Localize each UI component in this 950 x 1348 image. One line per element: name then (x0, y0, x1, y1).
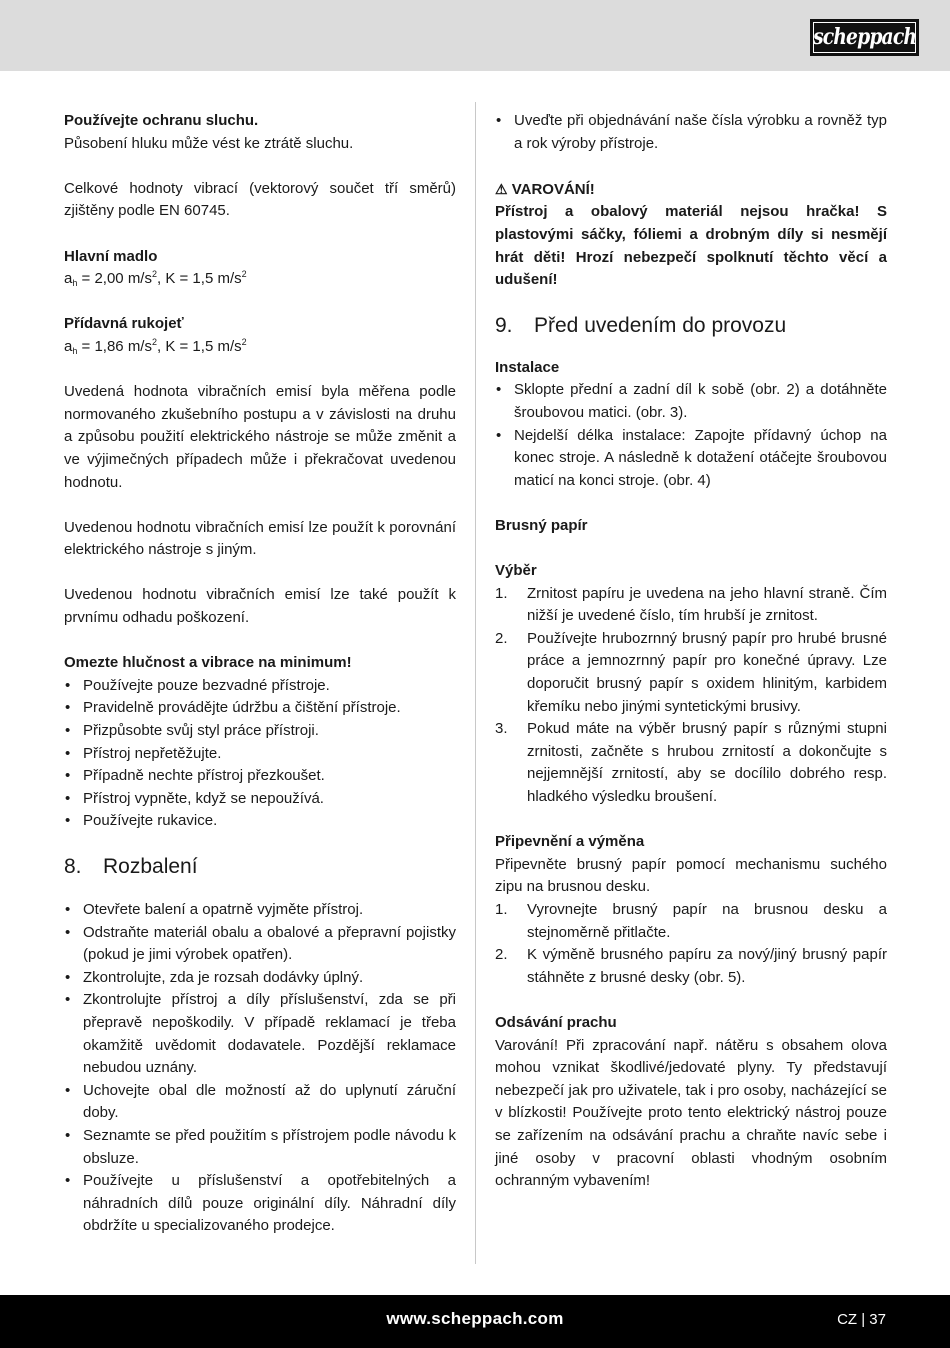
minimize-title: Omezte hlučnost a vibrace na minimum! (64, 654, 352, 672)
warning-text: Přístroj a obalový materiál nejsou hračka! S plastovými sáčky, fóliemi a drobným díly si nesmějí hrát děti! Hrozí nebezpečí spolknutí těchto věcí a udušení! (495, 203, 887, 289)
sandpaper-title: Brusný papír (495, 516, 588, 534)
dust-title: Odsávání prachu (495, 1013, 617, 1031)
list-item: • Přístroj vypněte, když se nepoužívá. (64, 788, 456, 811)
main-handle-title: Hlavní madlo (64, 247, 158, 265)
logo-text: scheppach (812, 24, 917, 51)
list-item: • Odstraňte materiál obalu a obalové a přepravní pojistky (pokud je jimi výrobek opatřen). (64, 922, 456, 967)
section-title: Rozbalení (103, 855, 198, 878)
section-number: 9. (495, 313, 513, 337)
list-item: • Používejte pouze bezvadné přístroje. (64, 675, 456, 698)
section-8-heading (64, 853, 456, 881)
scheppach-logo (810, 19, 919, 56)
warning-icon: ⚠ (495, 180, 508, 197)
list-item: • Přístroj nepřetěžujte. (64, 743, 456, 766)
list-item: • Pravidelně provádějte údržbu a čištění přístroje. (64, 697, 456, 720)
page-header (0, 0, 950, 71)
list-item: • Používejte u příslušenství a opotřebitelných a náhradních dílů pouze originální díly. Náhradní díly obdržíte u specializovaného prodejce. (64, 1170, 456, 1238)
aux-handle-title: Přídavná rukojeť (64, 315, 184, 333)
dust-text: Varování! Při zpracování např. nátěru s obsahem olova mohou vznikat škodlivé/jedovaté plyny. Ty představují nebezpečí jak pro uživatele, tak i pro osoby, nacházející se v blízkosti! Používejte proto tento elektrický nástroj pouze se zařízením na odsávání prachu a chraňte navíc sebe i jiné osoby v pracovní oblasti vhodným osobním ochranným vybavením! (495, 1036, 887, 1190)
right-column (495, 110, 887, 1193)
hearing-title: Používejte ochranu sluchu. (64, 112, 259, 129)
list-item: 1. Zrnitost papíru je uvedena na jeho hlavní straně. Čím nižší je uvedené číslo, tím hrubší je zrnitost. (495, 584, 887, 625)
list-item: • Otevřete balení a opatrně vyjměte přístroj. (64, 899, 456, 922)
unpack-list (64, 899, 456, 1238)
install-title: Instalace (495, 358, 560, 376)
list-item: 1. Vyrovnejte brusný papír na brusnou desku a stejnoměrně přitlačte. (495, 901, 887, 941)
attach-text: Připevněte brusný papír pomocí mechanismu suchého zipu na brusnou desku. (495, 855, 887, 896)
left-column (64, 110, 456, 1238)
list-item: 2. Používejte hrubozrnný brusný papír pro hrubé brusné práce a jemnozrnný papír pro konečné úpravy. Lze doporučit brusný papír s oxidem hlinitým, karbidem křemíku nebo jinými syntetickými brusivy. (495, 629, 887, 715)
list-item: • Případně nechte přístroj přezkoušet. (64, 765, 456, 788)
install-list (495, 379, 887, 492)
list-item: • Přizpůsobte svůj styl práce přístroji. (64, 720, 456, 743)
list-item: • Sklopte přední a zadní díl k sobě (obr. 2) a dotáhněte šroubovou matici. (obr. 3). (495, 379, 887, 424)
list-item: • Uveďte při objednávání naše čísla výrobku a rovněž typ a rok výroby přístroje. (495, 110, 887, 155)
minimize-list (64, 675, 456, 833)
list-item: • Uchovejte obal dle možností až do uplynutí záruční doby. (64, 1080, 456, 1125)
list-item: • Seznamte se před použitím s přístrojem podle návodu k obsluze. (64, 1125, 456, 1170)
vibration-paragraph-2: Uvedenou hodnotu vibračních emisí lze použít k porovnání elektrického nástroje s jiným. (64, 518, 456, 559)
attach-title: Připevnění a výměna (495, 833, 645, 851)
choice-list (495, 583, 887, 809)
warning-heading (495, 178, 887, 202)
list-item: • Nejdelší délka instalace: Zapojte přídavný úchop na konec stroje. A následně k dotažení otáčejte šroubovou maticí na konci stroje. (obr. 4) (495, 425, 887, 493)
list-item: • Používejte rukavice. (64, 810, 456, 833)
vibration-intro: Celkové hodnoty vibrací (vektorový součet tří směrů) zjištěny podle EN 60745. (64, 179, 456, 220)
section-number: 8. (64, 855, 82, 878)
page-number: CZ | 37 (837, 1311, 886, 1328)
aux-handle-value: $a_h = 1,86$ $m/s^2$, K = 1,5 $m/s^2$ (64, 336, 247, 356)
column-divider (475, 102, 476, 1264)
choice-title: Výběr (495, 562, 537, 580)
website-link[interactable]: www.scheppach.com (386, 1309, 564, 1328)
attach-list (495, 899, 887, 989)
page-footer (0, 1295, 950, 1348)
warning-title: VAROVÁNÍ! (511, 180, 595, 198)
list-item: • Zkontrolujte, zda je rozsah dodávky úplný. (64, 967, 456, 990)
section-title: Před uvedením do provozu (534, 313, 787, 337)
list-item: 3. Pokud máte na výběr brusný papír s různými stupni zrnitosti, začněte s hrubou zrnitostí a dokončujte s nejjemnější zrnitostí, aby se docílilo dobrého resp. hladkého výsledku broušení. (495, 720, 887, 806)
vibration-paragraph-3: Uvedenou hodnotu vibračních emisí lze také použít k prvnímu odhadu poškození. (64, 586, 456, 627)
section-9-heading (495, 312, 887, 340)
list-item: • Zkontrolujte přístroj a díly příslušenství, zda se při přepravě nepoškodily. V případě reklamací je třeba okamžitě uvědomit dodavatele. Pozdější reklamace nebudou uznány. (64, 989, 456, 1079)
hearing-text: Působení hluku může vést ke ztrátě sluchu. (64, 134, 354, 152)
main-handle-value: $a_h = 2,00$ $m/s^2$, K = 1,5 $m/s^2$ (64, 269, 247, 289)
order-list (495, 110, 887, 155)
list-item: 2. K výměně brusného papíru za nový/jiný brusný papír stáhněte z brusné desky (obr. 5). (495, 946, 887, 986)
vibration-paragraph-1: Uvedená hodnota vibračních emisí byla měřena podle normovaného zkušebního postupu a v závislosti na druhu a způsobu použití elektrického nástroje se může změnit a ve výjimečných případech může i překračovat uvedenou hodnotu. (64, 383, 456, 491)
